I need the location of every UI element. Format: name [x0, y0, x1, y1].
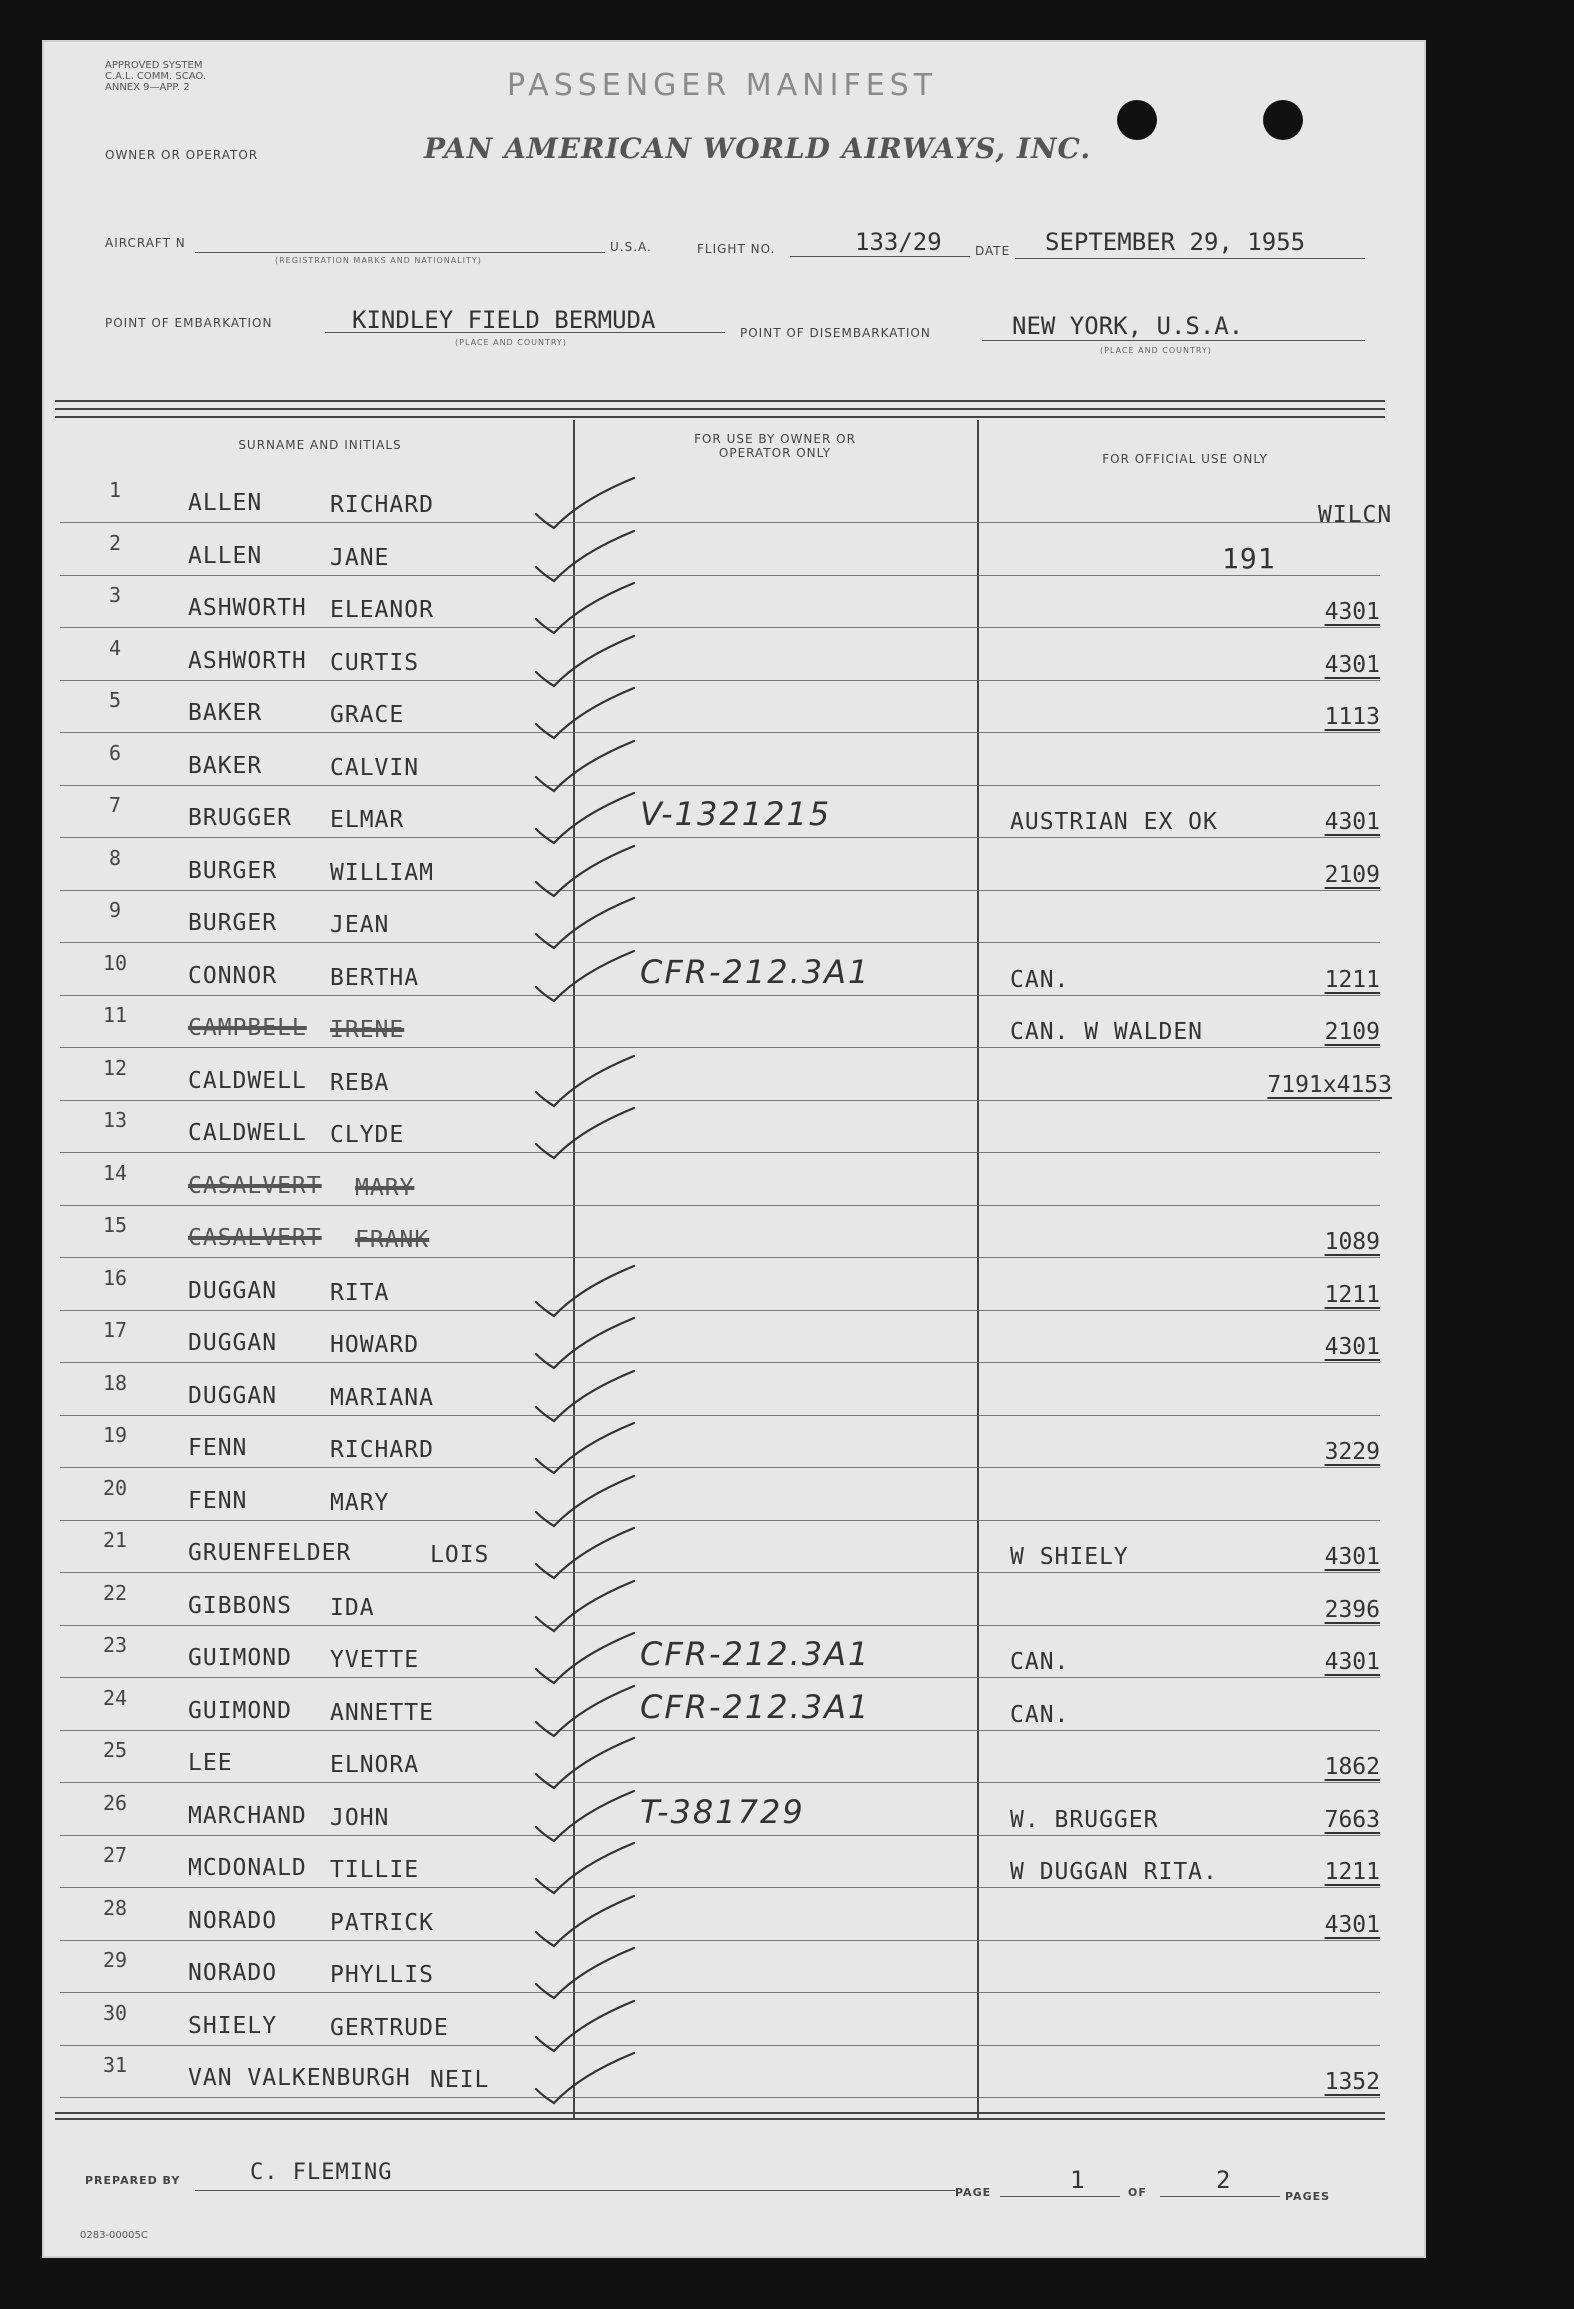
embark-label: POINT OF EMBARKATION: [105, 316, 273, 330]
passenger-surname: LEE: [188, 1750, 233, 1776]
official-code: 1211: [1324, 966, 1380, 993]
check-mark-stroke: [536, 1843, 634, 1893]
check-mark-icon: [530, 1890, 640, 1950]
check-mark-icon: [530, 892, 640, 952]
official-code: 3229: [1324, 1439, 1380, 1465]
passenger-given-name: JEAN: [330, 912, 390, 938]
check-mark-icon: [530, 525, 640, 585]
row-rule: [60, 1887, 1380, 1888]
check-mark-icon: [530, 1102, 640, 1162]
row-number: 16: [102, 1265, 128, 1290]
official-code: 1089: [1324, 1229, 1380, 1255]
passenger-given-name: MARIANA: [330, 1384, 434, 1411]
passenger-surname: BAKER: [188, 700, 263, 726]
check-mark-icon: [530, 1627, 640, 1687]
passenger-given-name: ELMAR: [330, 807, 405, 833]
row-rule: [60, 2045, 1380, 2046]
row-number: 26: [102, 1790, 128, 1815]
row-rule: [60, 1572, 1380, 1573]
row-rule: [60, 575, 1380, 576]
check-mark-icon: [530, 945, 640, 1005]
row-number: 1: [108, 478, 122, 502]
row-number: 13: [102, 1108, 128, 1132]
passenger-given-name: FRANK: [355, 1227, 430, 1253]
row-rule: [60, 680, 1380, 681]
check-mark-icon: [530, 735, 640, 795]
row-rule: [60, 1992, 1380, 1993]
prepared-label: PREPARED BY: [85, 2174, 181, 2187]
passenger-surname: MARCHAND: [188, 1802, 307, 1829]
passenger-given-name: LOIS: [430, 1542, 490, 1568]
check-mark-icon: [530, 1050, 640, 1110]
aircraft-underline: [195, 252, 605, 253]
check-mark-stroke: [536, 2001, 634, 2051]
owner-label: OWNER OR OPERATOR: [105, 148, 259, 162]
row-rule: [60, 732, 1380, 733]
passenger-given-name: WILLIAM: [330, 859, 434, 886]
prepared-underline: [195, 2190, 955, 2191]
check-mark-stroke: [536, 1318, 634, 1368]
row-number: 21: [102, 1528, 128, 1552]
punch-hole: [1263, 100, 1303, 140]
check-mark-stroke: [536, 636, 634, 686]
passenger-surname: GIBBONS: [188, 1592, 292, 1619]
row-number: 18: [102, 1370, 128, 1395]
passenger-given-name: YVETTE: [330, 1647, 420, 1673]
registration-sub: (REGISTRATION MARKS AND NATIONALITY): [275, 256, 482, 265]
owner-visa-note: CFR-212.3A1: [640, 1687, 871, 1726]
row-rule: [60, 1625, 1380, 1626]
flight-number: 133/29: [855, 228, 942, 256]
check-mark-stroke: [536, 846, 634, 896]
check-mark-icon: [530, 1837, 640, 1897]
check-mark-stroke: [536, 1528, 634, 1578]
check-mark-icon: [530, 1312, 640, 1372]
punch-hole: [1117, 100, 1157, 140]
owner-column-header: FOR USE BY OWNER OR OPERATOR ONLY: [694, 432, 856, 460]
pages-underline: [1160, 2196, 1280, 2197]
check-mark-icon: [530, 1732, 640, 1792]
official-code: 4301: [1324, 1334, 1380, 1360]
row-number: 24: [102, 1685, 128, 1710]
check-mark-icon: [530, 787, 640, 847]
row-rule: [60, 1310, 1380, 1311]
check-mark-icon: [530, 1260, 640, 1320]
embark-point: KINDLEY FIELD BERMUDA: [352, 306, 656, 334]
passenger-surname: CONNOR: [188, 962, 278, 989]
passenger-surname: VAN VALKENBURGH: [188, 2065, 411, 2091]
official-note: W SHIELY: [1010, 1544, 1129, 1570]
check-mark-icon: [530, 1942, 640, 2002]
passenger-given-name: TILLIE: [330, 1857, 420, 1883]
row-number: 9: [108, 898, 122, 922]
passenger-surname: BURGER: [188, 910, 278, 936]
passenger-given-name: PHYLLIS: [330, 1962, 434, 1988]
check-mark-stroke: [536, 898, 634, 948]
official-code: 1113: [1324, 704, 1380, 730]
row-number: 11: [102, 1003, 128, 1027]
official-code: 4301: [1324, 1649, 1380, 1675]
check-mark-icon: [530, 1785, 640, 1845]
page-total: 2: [1216, 2166, 1231, 2194]
usa-label: U.S.A.: [610, 240, 652, 254]
official-code: 4301: [1324, 599, 1380, 625]
passenger-given-name: JANE: [330, 544, 390, 571]
check-mark-icon: [530, 1995, 640, 2055]
official-code: 1211: [1324, 1859, 1380, 1885]
row-number: 4: [108, 635, 122, 660]
official-code: 4301: [1324, 1911, 1380, 1938]
official-code: 1211: [1324, 1281, 1380, 1308]
row-rule: [60, 1940, 1380, 1941]
row-number: 5: [108, 688, 122, 712]
row-rule: [60, 1257, 1380, 1258]
passenger-surname: CAMPBELL: [188, 1015, 307, 1041]
passenger-surname: ALLEN: [188, 490, 263, 516]
passenger-given-name: NEIL: [430, 2067, 490, 2093]
passenger-given-name: RICHARD: [330, 1437, 434, 1463]
row-rule: [60, 1782, 1380, 1783]
passenger-surname: ASHWORTH: [188, 595, 307, 621]
row-number: 14: [102, 1160, 128, 1185]
passenger-surname: NORADO: [188, 1907, 278, 1934]
passenger-surname: FENN: [188, 1435, 248, 1461]
passenger-surname: BURGER: [188, 857, 278, 884]
passenger-surname: ASHWORTH: [188, 647, 307, 674]
check-mark-stroke: [536, 1581, 634, 1631]
check-mark-icon: [530, 840, 640, 900]
row-number: 7: [108, 793, 122, 817]
passenger-surname: CASALVERT: [188, 1225, 322, 1251]
passenger-surname: DUGGAN: [188, 1330, 278, 1356]
table-top-rule: [55, 416, 1385, 418]
passenger-given-name: ELEANOR: [330, 597, 434, 623]
row-number: 15: [102, 1213, 128, 1237]
row-number: 22: [102, 1580, 128, 1605]
row-number: 10: [102, 950, 128, 975]
check-mark-stroke: [536, 741, 634, 791]
operator-name: PAN AMERICAN WORLD AIRWAYS, INC.: [424, 132, 1092, 165]
passenger-given-name: GRACE: [330, 702, 405, 728]
check-mark-icon: [530, 1680, 640, 1740]
check-mark-stroke: [536, 1791, 634, 1841]
official-code: 1862: [1324, 1754, 1380, 1780]
official-code: 2109: [1324, 861, 1380, 888]
check-mark-stroke: [536, 1108, 634, 1158]
check-mark-stroke: [536, 478, 634, 528]
check-mark-icon: [530, 472, 640, 532]
passenger-surname: ALLEN: [188, 542, 263, 569]
passenger-given-name: ANNETTE: [330, 1699, 434, 1726]
check-mark-stroke: [536, 793, 634, 843]
check-mark-icon: [530, 1522, 640, 1582]
flight-label: FLIGHT NO.: [697, 242, 776, 256]
row-rule: [60, 1205, 1380, 1206]
check-mark-stroke: [536, 1633, 634, 1683]
row-rule: [60, 2097, 1380, 2098]
aircraft-label: AIRCRAFT N: [105, 236, 186, 250]
official-code: 7191x4153: [1267, 1071, 1392, 1098]
page-underline: [1000, 2196, 1120, 2197]
passenger-given-name: IDA: [330, 1594, 375, 1621]
check-mark-icon: [530, 1470, 640, 1530]
passenger-surname: CASALVERT: [188, 1172, 322, 1199]
check-mark-stroke: [536, 1686, 634, 1736]
check-mark-icon: [530, 1417, 640, 1477]
passenger-given-name: REBA: [330, 1069, 390, 1096]
official-code: 4301: [1324, 651, 1380, 678]
row-rule: [60, 1362, 1380, 1363]
of-label: OF: [1128, 2186, 1147, 2199]
row-rule: [60, 1047, 1380, 1048]
row-number: 2: [108, 530, 122, 555]
pages-label: PAGES: [1285, 2190, 1331, 2203]
row-number: 30: [102, 2000, 128, 2025]
passenger-surname: DUGGAN: [188, 1382, 278, 1409]
passenger-surname: DUGGAN: [188, 1277, 278, 1304]
row-rule: [60, 1467, 1380, 1468]
official-code: 1352: [1324, 2069, 1380, 2095]
surname-column-header: SURNAME AND INITIALS: [238, 438, 402, 452]
official-note: CAN.: [1010, 1701, 1070, 1728]
table-bottom-rule: [55, 2112, 1385, 2114]
passenger-given-name: CALVIN: [330, 754, 420, 781]
check-mark-stroke: [536, 531, 634, 581]
passenger-given-name: CURTIS: [330, 649, 420, 676]
passenger-surname: CALDWELL: [188, 1120, 307, 1146]
check-mark-icon: [530, 1365, 640, 1425]
passenger-surname: GRUENFELDER: [188, 1540, 352, 1566]
row-number: 8: [108, 845, 122, 870]
row-number: 25: [102, 1738, 128, 1762]
row-number: 12: [102, 1055, 128, 1080]
check-mark-stroke: [536, 1896, 634, 1946]
passenger-given-name: MARY: [355, 1174, 415, 1201]
row-rule: [60, 785, 1380, 786]
official-code: 2109: [1324, 1019, 1380, 1045]
form-title: PASSENGER MANIFEST: [507, 68, 938, 103]
row-rule: [60, 837, 1380, 838]
owner-visa-note: CFR-212.3A1: [640, 1635, 871, 1673]
embark-sub: (PLACE AND COUNTRY): [455, 338, 567, 347]
passenger-surname: BAKER: [188, 752, 263, 779]
form-number: 0283-00005C: [80, 2230, 148, 2241]
check-mark-stroke: [536, 2053, 634, 2103]
row-number: 20: [102, 1475, 128, 1500]
owner-visa-note: CFR-212.3A1: [640, 952, 871, 991]
passenger-given-name: RICHARD: [330, 492, 434, 518]
check-mark-stroke: [536, 688, 634, 738]
check-mark-stroke: [536, 583, 634, 633]
row-number: 17: [102, 1318, 128, 1342]
check-mark-stroke: [536, 1476, 634, 1526]
disembark-point: NEW YORK, U.S.A.: [1012, 312, 1244, 340]
passenger-surname: FENN: [188, 1487, 248, 1514]
official-note: CAN.: [1010, 1649, 1070, 1675]
check-mark-icon: [530, 577, 640, 637]
row-number: 27: [102, 1843, 128, 1867]
check-mark-icon: [530, 2047, 640, 2107]
official-code: 4301: [1324, 809, 1380, 835]
disembark-underline: [982, 340, 1365, 341]
flight-underline: [790, 256, 970, 257]
table-top-rule: [55, 400, 1385, 402]
row-rule: [60, 1520, 1380, 1521]
row-number: 31: [102, 2053, 128, 2077]
row-rule: [60, 522, 1380, 523]
check-mark-stroke: [536, 1371, 634, 1421]
check-mark-stroke: [536, 1738, 634, 1788]
official-note: CAN.: [1010, 966, 1070, 993]
row-rule: [60, 1100, 1380, 1101]
row-number: 29: [102, 1948, 128, 1972]
passenger-given-name: RITA: [330, 1279, 390, 1306]
passenger-surname: GUIMOND: [188, 1645, 292, 1671]
row-number: 28: [102, 1895, 128, 1920]
passenger-given-name: JOHN: [330, 1804, 390, 1831]
passenger-surname: GUIMOND: [188, 1697, 292, 1724]
row-rule: [60, 1730, 1380, 1731]
passenger-given-name: GERTRUDE: [330, 2014, 449, 2041]
row-number: 6: [108, 740, 122, 765]
row-number: 3: [108, 583, 122, 607]
owner-visa-note: V-1321215: [640, 795, 832, 833]
disembark-label: POINT OF DISEMBARKATION: [740, 326, 931, 340]
check-mark-stroke: [536, 1266, 634, 1316]
check-mark-stroke: [536, 951, 634, 1001]
official-note: CAN. W WALDEN: [1010, 1019, 1204, 1045]
row-rule: [60, 995, 1380, 996]
row-number: 23: [102, 1633, 128, 1657]
official-note: W DUGGAN RITA.: [1010, 1859, 1218, 1885]
row-rule: [60, 1415, 1380, 1416]
passenger-surname: NORADO: [188, 1960, 278, 1986]
page-label: PAGE: [955, 2186, 992, 2199]
approval-stamp: APPROVED SYSTEM C.A.L. COMM. SCAO. ANNEX 9—APP. 2: [105, 60, 207, 93]
passenger-given-name: HOWARD: [330, 1332, 420, 1358]
passenger-surname: MCDONALD: [188, 1855, 307, 1881]
table-bottom-rule: [55, 2118, 1385, 2120]
official-note: W. BRUGGER: [1010, 1806, 1159, 1833]
passenger-given-name: CLYDE: [330, 1122, 405, 1148]
passenger-given-name: BERTHA: [330, 964, 420, 991]
page-number: 1: [1070, 2166, 1085, 2194]
prepared-by: C. FLEMING: [250, 2160, 393, 2185]
check-mark-stroke: [536, 1056, 634, 1106]
official-code: 2396: [1324, 1596, 1380, 1623]
column-divider: [977, 420, 979, 2120]
row-rule: [60, 1677, 1380, 1678]
passenger-given-name: PATRICK: [330, 1909, 434, 1936]
check-mark-icon: [530, 682, 640, 742]
official-code: 4301: [1324, 1544, 1380, 1570]
passenger-surname: SHIELY: [188, 2012, 278, 2039]
row-rule: [60, 1152, 1380, 1153]
passenger-surname: BRUGGER: [188, 805, 292, 831]
date-underline: [1015, 258, 1365, 259]
passenger-given-name: ELNORA: [330, 1752, 420, 1778]
date-label: DATE: [975, 244, 1011, 258]
passenger-surname: CALDWELL: [188, 1067, 307, 1094]
official-note-wilcn: WILCN: [1318, 502, 1393, 528]
row-rule: [60, 627, 1380, 628]
official-code: 7663: [1324, 1806, 1380, 1833]
check-mark-stroke: [536, 1948, 634, 1998]
owner-visa-note: T-381729: [640, 1792, 805, 1831]
flight-date: SEPTEMBER 29, 1955: [1045, 228, 1306, 256]
passenger-given-name: IRENE: [330, 1017, 405, 1043]
row-rule: [60, 890, 1380, 891]
official-note: AUSTRIAN EX OK: [1010, 809, 1218, 835]
official-column-header: FOR OFFICIAL USE ONLY: [1102, 452, 1268, 466]
check-mark-icon: [530, 1575, 640, 1635]
official-note-191: 191: [1222, 542, 1276, 575]
row-rule: [60, 942, 1380, 943]
check-mark-stroke: [536, 1423, 634, 1473]
passenger-given-name: MARY: [330, 1489, 390, 1516]
disembark-sub: (PLACE AND COUNTRY): [1100, 346, 1212, 355]
row-rule: [60, 1835, 1380, 1836]
table-top-rule: [55, 408, 1385, 410]
row-number: 19: [102, 1423, 128, 1447]
check-mark-icon: [530, 630, 640, 690]
